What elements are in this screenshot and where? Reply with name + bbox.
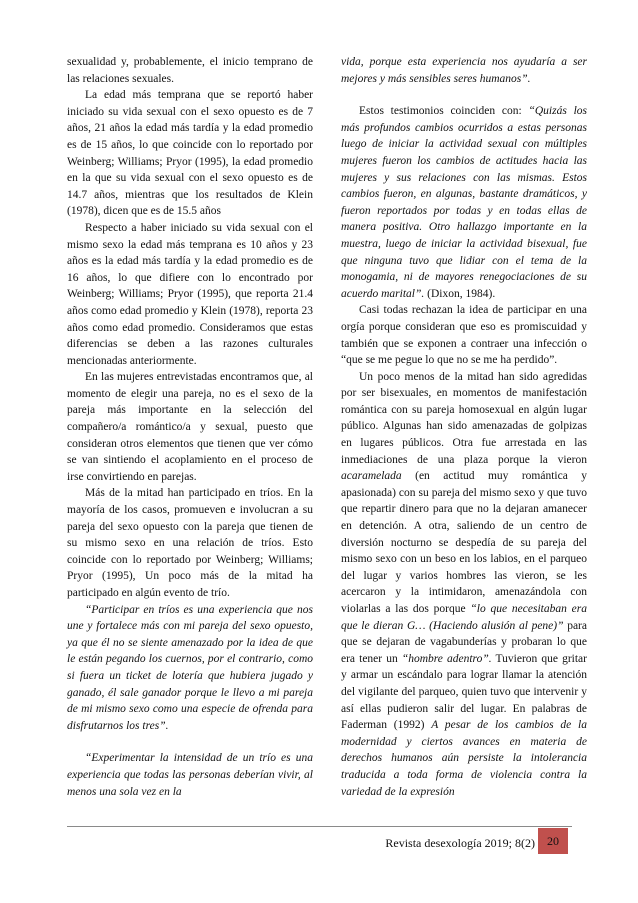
text-run: Un poco menos de la mitad han sido agredidas por ser bisexuales, en momentos de manifestación romántica con su pareja homosexual en algún lugar público. Algunas han sido amenazadas de golpizas en lugares públicos. Otra fue arrestada en las inmediaciones de una plaza porque la vieron	[341, 370, 587, 466]
quote-text: “Experimentar la intensidad de un trío es una experiencia que todas las personas deberían vivir, al menos una sola vez en la	[67, 752, 313, 798]
emphasis: “hombre adentro”.	[401, 652, 492, 665]
paragraph: sexualidad y, probablemente, el inicio temprano de las relaciones sexuales.	[67, 56, 313, 85]
paragraph: Casi todas rechazan la idea de participar en una orgía porque consideran que eso es promiscuidad y también que se exponen a contraer una infección o “que se me pegue lo que no se me ha perdido”.	[341, 304, 587, 367]
text-run: (en actitud muy romántica y apasionada) con su pareja del mismo sexo y que tuvo que repartir dinero para que no la dejaran amanecer en detención. A otra, saliendo de un centro de diversión nocturno se despedía de su pareja del mismo sexo con un beso en los labios, en el parqueo del lugar y varios hombres las vieron, se les acercaron y la intimidaron, amenazándola con violarlas a las dos porque	[341, 470, 587, 615]
paragraph: En las mujeres entrevistadas encontramos que, al momento de elegir una pareja, no es el sexo de la pareja más importante en la selección del compañero/a romántico/a y sexual, puesto que consideran otros elementos que tienen que ver cómo se van sintiendo el acoplamiento en el proceso de irse convirtiendo en parejas.	[67, 371, 313, 483]
journal-citation: Revista desexología 2019; 8(2)	[385, 836, 535, 850]
paragraph	[341, 103, 587, 302]
quote-text: “Quizás los más profundos cambios ocurridos a estas personas luego de iniciar la actividad sexual con múltiples mujeres fueron los cambios de actitudes hacia las mujeres y sus relaciones con las mismas. Estos cambios fueron, en algunas, bastante dramáticos, y fueron reportados por todas y en todas ellas de manera positiva. Otro hallazgo importante en la muestra, luego de iniciar la actividad bisexual, fue que ninguna tuvo que lidiar con el tema de la monogamia, ni de mayores renegociaciones de su acuerdo marital”.	[341, 105, 587, 300]
paragraph: Más de la mitad han participado en tríos. En la mayoría de los casos, promueven e involucran a su pareja del sexo opuesto con la pareja que tienen de su mismo sexo en una relación de tríos. Esto coincide con lo reportado por Weinberg; Williams; Pryor (1995), Un poco más de la mitad ha participado en algún evento de trío.	[67, 487, 313, 599]
text-run: Estos testimonios coinciden con:	[359, 105, 529, 118]
right-column	[341, 54, 587, 800]
emphasis: “lo que necesitaban era que le dieran G… (Haciendo alusión al pene)”	[341, 603, 587, 632]
paragraph: La edad más temprana que se reportó haber iniciado su vida sexual con el sexo opuesto es de 7 años, 21 años la edad más tardía y la edad promedio es de 15 años, lo que coincide con lo reportado por Weinberg; Williams; Pryor (1995), la edad promedio en la que su vida sexual con el sexo opuesto es de 14.7 años, mientras que los resultados de Klein (1978), dicen que es de 15.5 años	[67, 89, 313, 218]
footer-divider	[67, 826, 572, 827]
page-number: 20	[538, 828, 568, 854]
quote-text: “Participar en tríos es una experiencia que nos une y fortalece más con mi pareja del sexo opuesto, ya que él no se siente amenazado por la idea de que le están pegando los cuernos, por el contrario, como si fuera un ticket de lotería que hubiera jugado y ganado, él sale ganador porque le llevo a mi pareja de mi mismo sexo como una especie de ofrenda para disfrutarnos los tres”.	[67, 603, 313, 732]
text-run: Tuvieron que gritar y armar un escándalo para lograr llamar la atención del vigilante del parqueo, quien tuvo que intervenir y así ellas pudieron salir del lugar. En palabras de Faderman (1992)	[341, 652, 587, 732]
text-run: para que se dejaran de vagabunderías y probaran lo que era tener un	[341, 619, 587, 665]
emphasis: A pesar de los cambios de la modernidad y ciertos avances en materia de derechos humanos aún persiste la intolerancia traducida a toda forma de violencia contra la variedad de la expresión	[341, 719, 587, 798]
testimony-quote	[67, 602, 313, 735]
paragraph	[341, 369, 587, 800]
citation: (Dixon, 1984).	[424, 287, 496, 300]
quote-text: vida, porque esta experiencia nos ayudaría a ser mejores y más sensibles seres humanos”.	[341, 56, 587, 85]
left-column	[67, 54, 313, 800]
testimony-quote-continued	[341, 54, 587, 87]
paragraph: Respecto a haber iniciado su vida sexual con el mismo sexo la edad más temprana es 10 años y 23 años es la edad más tardía y la edad promedio es de 16 años, lo que difiere con lo encontrado por Weinberg; Williams; Pryor (1995), que reporta 21.4 años como edad promedio y Klein (1978), reporta 23 años como edad promedio. Consideramos que estas diferencias se deben a las razones culturales mencionadas anteriormente.	[67, 221, 313, 367]
emphasis: acaramelada	[341, 470, 402, 483]
testimony-quote	[67, 750, 313, 800]
